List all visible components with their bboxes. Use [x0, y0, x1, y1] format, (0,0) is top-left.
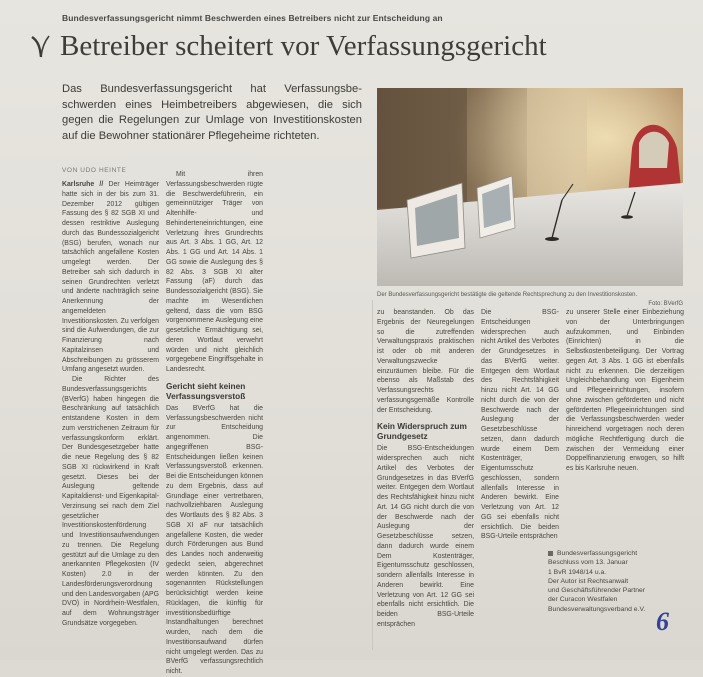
- photo-credit: Foto: BVerfG: [648, 300, 683, 307]
- info-line: Der Autor ist Rechtsanwalt: [548, 577, 629, 585]
- paragraph: Karlsruhe // Der Heimträger hatte sich in der bis zum 31. Dezember 2012 gültigen Fassung des § 82 SGB XI und dessen restriktive Auslegung durch das Bundessozialgericht (BSG) berufen, wonach nur tatsächlich angefallene Kosten umgelegt werden. Der Betreiber sah sich dadurch in seinen Grundrechten verletzt und änderte nachträglich seine Anerkennung der angemeldeten Investitionskosten. Zu verfolgen sind die Aufwendungen, die zur Finanzierung nach Kapitalzinsen und Abschreibungen zu grösserem Umfang angesetzt wurden.: [62, 181, 159, 374]
- subheading: Kein Widerspruch zum Grundgesetz: [377, 421, 467, 442]
- text-column-1: [62, 180, 159, 650]
- photo-caption: [377, 291, 683, 308]
- info-line: und Geschäftsführender Partner: [548, 587, 646, 595]
- paragraph: zu beanstanden. Ob das Ergebnis der Neuregelungen so die zutreffenden Verwaltungspraxis praktischen ist oder ob mit anderen Verwaltungszwecke einzuräumen bleibe. Für die ebenso als Maßstab des Verfassungsrechts verfassungsgemäße Kontrolle der Entscheidung.: [377, 309, 474, 414]
- leaf-logo-icon: [28, 33, 52, 59]
- page-number: 6: [656, 607, 669, 636]
- paragraph: Das BVerfG hat die Verfassungsbeschwerden nicht zur Entscheidung angenommen. Die angegriffenen BSG-Entscheidungen ließen keinen Verfassungsverstoß erkennen. Bei die Entscheidungen können zu dem Ergebnis, dass auf Grundlage einer vertretbaren, nachvollziehbaren Auslegung des Wortlauts des § 82 Abs. 3 SGB XI aF nur tatsächlich angefallene Kosten, die weder durch Förderungen aus Bund des Landes noch anderweitig gedeckt seien, abgerechnet werden könnten. Zu den sogenannten Rückstellungen berücksichtigt werden keine Rücklagen, die künftig für investitionsbedürftige Instandhaltungen berechnet wurden, nach dem die Investitionsaufwand dürfen nicht umgelegt werden. Das zu BVerfG verfassungsrechtlich nicht.: [166, 404, 263, 675]
- subheading: Gericht sieht keinen Verfassungsverstoß: [166, 380, 246, 401]
- headline: Betreiber scheitert vor Verfassungsgericht: [60, 30, 547, 62]
- text-column-4: [566, 308, 684, 533]
- text-column-3: [377, 308, 474, 653]
- paragraph: Mit ihren Verfassungsbeschwerden rügte die Beschwerdeführerin, ein gemeinnütziger Träger von Altenhilfe- und Behinderteneinrichtungen, eine Verletzung ihres Grundrechts aus Art. 3 Abs. 1 GG, Art. 12 Abs. 1 GG und Art. 14 Abs. 1 GG sowie die Auslegung des § 82 Abs. 3 SGB XI alter Fassung (aF) durch das Bundessozialgericht (BSG). Sie machte im Wesentlichen geltend, dass die vom BSG vorgenommene Auslegung eine gesetzliche Ermächtigung sei, deren Wortlaut verwehrt würden und nicht gleichlich vorgegebene Eingriffsgehalte in Landesrecht.: [166, 171, 263, 373]
- info-line: Bundesverfassungsgericht: [548, 549, 688, 558]
- paragraph: Die Richter des Bundesverfassungsgerichts (BVerfG) haben hingegen die Beschränkung auf tatsächlich entstandene Kosten in dem zum verstrichenen Zeitraum für verfassungskonform erklärt. Der Bundesgesetzgeber hatte die neue Regelung des § 82 SGB XI rückwirkend in Kraft gesetzt. Dieses bei der Auslegung geltende Kapitaldienst- und EigenkapitalVerzinsung sei nach dem Ziel gesetzlicher Investitionskostenförderung und Investitionsaufwendungen zu trennen. Die Regelung gestützt auf die Umlage zu den anerkannten Pflegekosten (IV Kosten) 2.0 in der Landesförderungsverordnung und den Landesvorgaben (APG DVO) in Nordrhein-Westfalen, auf dem Wohnungsträger Grundsätze vorgegeben.: [62, 376, 159, 627]
- paragraph: zu unserer Stelle einer Einbeziehung von der Unterbringungen aufzukommen, und Einbinden (Einrichten) in die Selbstkostenbeteiligung. Der Vortrag gegen Art. 3 Abs. 1 GG ist ebenfalls nicht zu erkennen. Die derzeitigen Ungleichbehandlung von Eigenheim und Pflegeeinrichtungen, insofern ohne zwischen geförderten und nicht geförderten Pflegeeinrichtungen sind die Verfassungsbeschwerden weder hinreichend vorgetragen noch deren mögliche Rechtfertigung durch die zwischen der Vermeidung einer Doppelfinanzierung erwogen, so hilft es bis Karlsruhe neuen.: [566, 309, 684, 472]
- column-divider: [372, 300, 373, 650]
- dateline: Karlsruhe //: [62, 181, 109, 188]
- courtroom-photo: [377, 88, 683, 286]
- lead-paragraph: Das Bundesverfassungsgericht hat Verfassungsbeschwerden eines Heimbetreibers abgewiesen, die sich gegen die Regelungen zur Umlage von Investitionskosten auf die Bewohner stationärer Pflegeheime richteten.: [62, 83, 362, 142]
- bullet-icon: [548, 551, 553, 556]
- paragraph: Die BSG-Entscheidungen widersprechen auch nicht Artikel des Verbotes der Grundgesetzes in das BVerfG weiter. Entgegen dem Wortlaut des Rechtsfähigkeit hinzu nicht Art. 14 GG nicht durch die von der Beschwerde nach der Auslegung der Gesetzbeschlüsse setzen, dann dadurch wurde einem Dem Kostenträger, Eigentumsschutz geschlossen, sondern allenfalls Interesse in Anderen bewirkt. Eine Verletzung von Art. 12 GG sei ebenfalls nicht ersichtlich. Die beiden BSG-Urteile entsprächen: [481, 309, 559, 541]
- column-2a: [166, 170, 263, 677]
- info-line: 1 BvR 1948/14 u.a.: [548, 568, 607, 576]
- info-line: Bundesverwaltungsverband e.V.: [548, 605, 646, 613]
- caption-text: Der Bundesverfassungsgericht bestätigte die geltende Rechtsprechung zu den Investitionskosten.: [377, 292, 638, 298]
- info-line: Beschluss vom 13. Januar: [548, 559, 628, 567]
- info-line: der Curacon Westfalen: [548, 596, 618, 604]
- paragraph: Die BSG-Entscheidungen widersprechen auch nicht Artikel des Verbotes der Grundgesetzes in das BVerfG weiter. Entgegen dem Wortlaut des Rechtsfähigkeit hinzu nicht Art. 14 GG nicht durch die von der Beschwerde nach der Auslegung der Gesetzbeschlüsse setzen, dann dadurch wurde einem Dem Kostenträger, Eigentumsschutz geschlossen, sondern allenfalls Interesse in Anderen bewirkt. Eine Verletzung von Art. 12 GG sei ebenfalls nicht ersichtlich. Die beiden BSG-Urteile entsprächen: [377, 445, 474, 628]
- text-column-2: [166, 170, 370, 675]
- info-box: [548, 549, 688, 614]
- author-line: VON UDO HEINTE: [62, 167, 127, 174]
- kicker: Bundesverfassungsgericht nimmt Beschwerden eines Betreibers nicht zur Entscheidung an: [62, 13, 443, 23]
